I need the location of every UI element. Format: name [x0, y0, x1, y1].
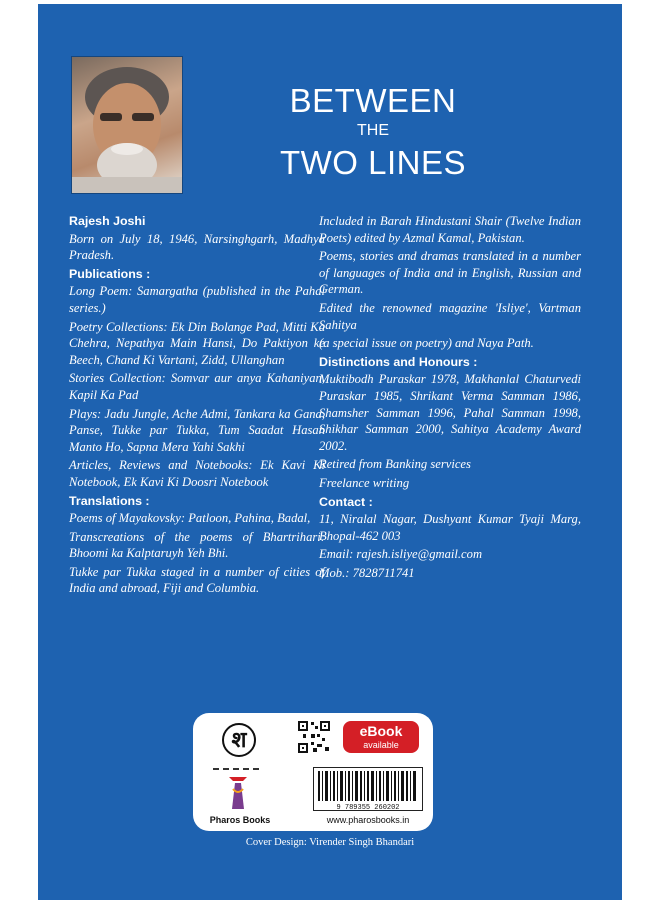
- honours-heading: Distinctions and Honours :: [319, 354, 478, 369]
- pharos-books-label: Pharos Books: [209, 815, 271, 825]
- translations-heading: Translations :: [69, 493, 150, 508]
- honours-list: Muktibodh Puraskar 1978, Makhanlal Chaturvedi Puraskar 1985, Shrikant Verma Samman 1986, Shamsher Samman 1996, Pahal Samman 1998, Shikhar Samman 2000, Sahitya Academy Award 2002.: [319, 372, 581, 453]
- ebook-available-badge: [343, 721, 419, 753]
- staged-info: Tukke par Tukka staged in a number of cities of India and abroad, Fiji and Columbia.: [69, 564, 325, 596]
- author-bio-left-column: [69, 213, 325, 599]
- book-title-line-3: TWO LINES: [279, 144, 467, 181]
- retired-info: Retired from Banking services: [319, 457, 471, 472]
- email: Email: rajesh.isliye@gmail.com: [319, 547, 483, 562]
- articles: Articles, Reviews and Notebooks: Ek Kavi Ki Notebook, Ek Kavi Ki Doosri Notebook: [69, 458, 325, 489]
- translated-info: Poems, stories and dramas translated in a number of languages of India and in English, Russian and German.: [319, 249, 581, 297]
- isbn-number: 9 789355 260202: [336, 804, 400, 812]
- author-bio-right-column: [319, 213, 581, 583]
- author-photo: [71, 56, 183, 194]
- ebook-subtitle: available: [363, 740, 399, 750]
- contact-heading: Contact :: [319, 494, 373, 509]
- publisher-logo-icon: श: [222, 723, 256, 757]
- mayakovsky-translation: Poems of Mayakovsky: Patloon, Pahina, Badal,: [69, 511, 311, 526]
- long-poem: Long Poem: Samargatha (published in the Pahal series.): [69, 284, 325, 315]
- anthology-info: Included in Barah Hindustani Shair (Twelve Indian Poets) edited by Azmal Kamal, Pakistan.: [319, 214, 581, 245]
- publisher-website: www.pharosbooks.in: [326, 815, 410, 825]
- plays: Plays: Jadu Jungle, Ache Admi, Tankara ka Gana, Panse, Tukke par Tukka, Tum Saadat Hasan Manto Ho, Sapna Mera Yahi Sakhi: [69, 406, 325, 454]
- address: 11, Niralal Nagar, Dushyant Kumar Tyaji Marg, Bhopal-462 003: [319, 512, 581, 543]
- cover-design-credit: Cover Design: Virender Singh Bhandari: [245, 837, 415, 848]
- book-title-line-1: BETWEEN: [289, 82, 457, 119]
- pharos-lighthouse-icon: [223, 775, 253, 811]
- poetry-collections: Poetry Collections: Ek Din Bolange Pad, Mitti Ka Chehra, Nepathya Main Hansi, Do Paktiyon ke Beech, Chand Ki Vartani, Zidd, Ullanghan: [69, 319, 325, 367]
- author-name: Rajesh Joshi: [69, 214, 146, 228]
- back-cover: [38, 4, 622, 900]
- freelance-info: Freelance writing: [319, 475, 410, 490]
- qr-code-icon: [297, 720, 331, 754]
- publications-heading: Publications :: [69, 266, 151, 281]
- special-issue-info: (a special issue on poetry) and Naya Path.: [319, 336, 534, 351]
- edited-info: Edited the renowned magazine 'Isliye', Vartman Sahitya: [319, 300, 581, 332]
- mobile: Mob.: 7828711741: [319, 565, 415, 580]
- divider: [213, 768, 259, 770]
- bhartrihari-transcreation: Transcreations of the poems of Bhartrihari: Bhoomi ka Kalptaruyh Yeh Bhi.: [69, 529, 325, 561]
- stories-collection: Stories Collection: Somvar aur anya Kahaniyan, Kapil Ka Pad: [69, 371, 325, 402]
- publisher-panel: [193, 713, 433, 831]
- book-title-line-2: THE: [357, 122, 389, 139]
- birth-info: Born on July 18, 1946, Narsinghgarh, Madhya Pradesh.: [69, 231, 325, 263]
- ebook-title: eBook: [359, 723, 403, 739]
